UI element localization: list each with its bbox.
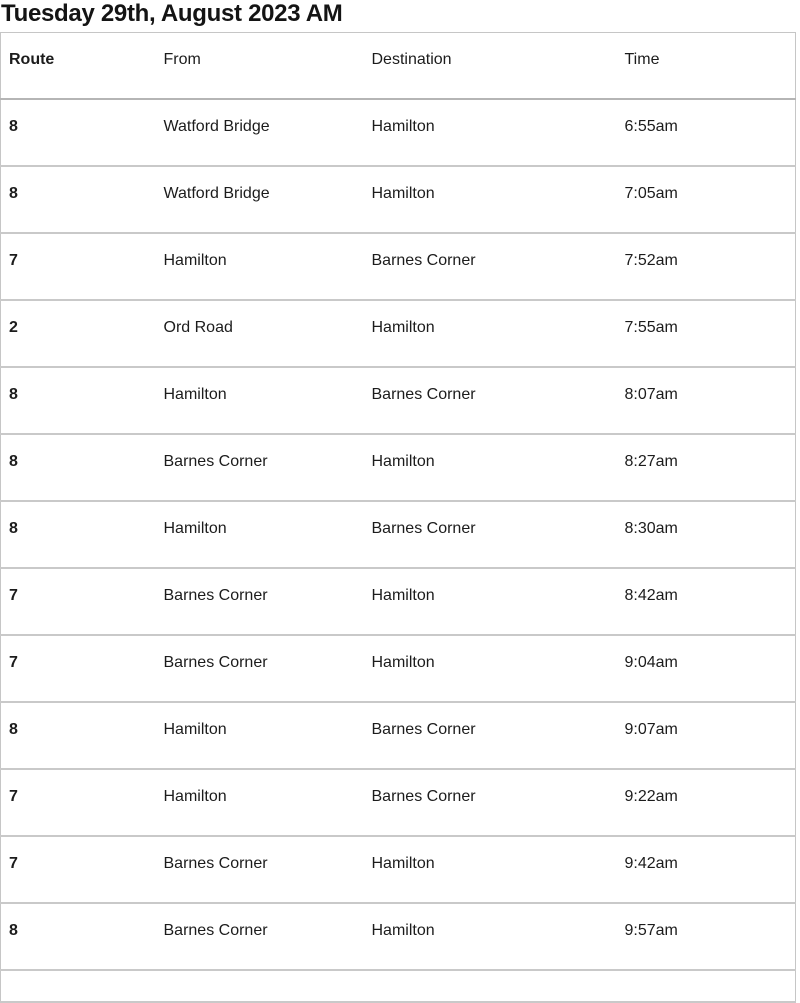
route-cell: 7: [1, 568, 156, 635]
schedule-row: [1, 568, 796, 635]
route-cell: 8: [1, 903, 156, 970]
destination-cell: Barnes Corner: [364, 501, 617, 568]
from-cell: Hamilton: [156, 702, 364, 769]
route-cell: 7: [1, 836, 156, 903]
schedule-row: [1, 434, 796, 501]
column-header-route: Route: [1, 33, 156, 100]
partial-cell: [1, 970, 156, 1002]
schedule-row: [1, 702, 796, 769]
page-title: Tuesday 29th, August 2023 AM: [1, 0, 343, 27]
schedule-row: [1, 635, 796, 702]
route-cell: 7: [1, 635, 156, 702]
partial-clipped-row: [1, 970, 796, 1002]
partial-cell: [617, 970, 796, 1002]
from-cell: Watford Bridge: [156, 99, 364, 166]
time-cell: 9:22am: [617, 769, 796, 836]
from-cell: Hamilton: [156, 769, 364, 836]
schedule-row: [1, 367, 796, 434]
schedule-row: [1, 99, 796, 166]
destination-cell: Barnes Corner: [364, 367, 617, 434]
schedule-row: [1, 836, 796, 903]
header-row: [1, 33, 796, 100]
route-cell: 8: [1, 99, 156, 166]
destination-cell: Barnes Corner: [364, 769, 617, 836]
time-cell: 9:42am: [617, 836, 796, 903]
schedule-row: [1, 501, 796, 568]
time-cell: 7:52am: [617, 233, 796, 300]
destination-cell: Hamilton: [364, 99, 617, 166]
from-cell: Barnes Corner: [156, 635, 364, 702]
from-cell: Ord Road: [156, 300, 364, 367]
partial-cell: [156, 970, 364, 1002]
route-cell: 8: [1, 367, 156, 434]
time-cell: 7:05am: [617, 166, 796, 233]
route-cell: 8: [1, 166, 156, 233]
column-header-from: From: [156, 33, 364, 100]
route-cell: 8: [1, 702, 156, 769]
destination-cell: Hamilton: [364, 300, 617, 367]
schedule-tbody: [1, 99, 796, 970]
from-cell: Barnes Corner: [156, 434, 364, 501]
time-cell: 7:55am: [617, 300, 796, 367]
schedule-row: [1, 903, 796, 970]
time-cell: 9:07am: [617, 702, 796, 769]
route-cell: 8: [1, 501, 156, 568]
destination-cell: Barnes Corner: [364, 233, 617, 300]
time-cell: 6:55am: [617, 99, 796, 166]
destination-cell: Hamilton: [364, 166, 617, 233]
destination-cell: Hamilton: [364, 434, 617, 501]
schedule-row: [1, 166, 796, 233]
column-header-destination: Destination: [364, 33, 617, 100]
from-cell: Hamilton: [156, 501, 364, 568]
time-cell: 8:42am: [617, 568, 796, 635]
from-cell: Barnes Corner: [156, 836, 364, 903]
schedule-row: [1, 769, 796, 836]
destination-cell: Barnes Corner: [364, 702, 617, 769]
route-cell: 7: [1, 769, 156, 836]
column-header-time: Time: [617, 33, 796, 100]
time-cell: 8:27am: [617, 434, 796, 501]
from-cell: Watford Bridge: [156, 166, 364, 233]
time-cell: 9:04am: [617, 635, 796, 702]
time-cell: 9:57am: [617, 903, 796, 970]
schedule-row: [1, 300, 796, 367]
destination-cell: Hamilton: [364, 635, 617, 702]
bus-schedule-table: [0, 32, 796, 1003]
partial-cell: [364, 970, 617, 1002]
route-cell: 2: [1, 300, 156, 367]
time-cell: 8:30am: [617, 501, 796, 568]
route-cell: 8: [1, 434, 156, 501]
schedule-row: [1, 233, 796, 300]
route-cell: 7: [1, 233, 156, 300]
from-cell: Hamilton: [156, 367, 364, 434]
from-cell: Barnes Corner: [156, 903, 364, 970]
destination-cell: Hamilton: [364, 568, 617, 635]
time-cell: 8:07am: [617, 367, 796, 434]
destination-cell: Hamilton: [364, 903, 617, 970]
from-cell: Hamilton: [156, 233, 364, 300]
from-cell: Barnes Corner: [156, 568, 364, 635]
destination-cell: Hamilton: [364, 836, 617, 903]
